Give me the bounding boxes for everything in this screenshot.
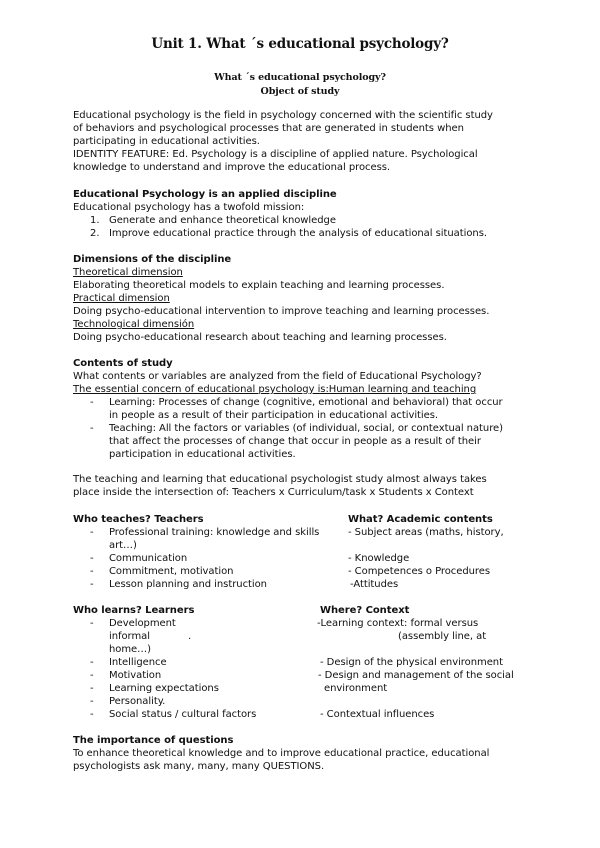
bullet-dash: -: [90, 618, 94, 629]
list-item: Generate and enhance theoretical knowledge: [109, 215, 336, 226]
bullet-dash: -: [90, 553, 94, 564]
teaching-line: participation in educational activities.: [109, 449, 296, 460]
academic-item: - Competences o Procedures: [348, 566, 491, 577]
section-heading-dimensions: Dimensions of the discipline: [73, 254, 232, 265]
bullet-dash: -: [90, 683, 94, 694]
bullet-dash: -: [90, 579, 94, 590]
context-item: -Learning context: formal versus: [317, 618, 479, 629]
subtitle-object: Object of study: [260, 86, 340, 97]
theoretical-text: Elaborating theoretical models to explain teaching and learning processes.: [73, 280, 445, 291]
bullet-dash: -: [90, 397, 94, 408]
learners-item-dot: .: [188, 631, 192, 642]
bullet-dash: -: [90, 527, 94, 538]
learners-item: Personality.: [109, 696, 166, 707]
learning-line: in people as a result of their participation in educational activities.: [109, 410, 439, 421]
practical-text: Doing psycho-educational intervention to improve teaching and learning processes.: [73, 306, 490, 317]
theoretical-label: Theoretical dimension: [73, 267, 183, 278]
list-number: 1.: [90, 215, 100, 226]
context-heading: Where? Context: [320, 605, 410, 616]
bullet-dash: -: [90, 657, 94, 668]
learning-line: Learning: Processes of change (cognitive, emotional and behavioral) that occur: [109, 397, 503, 408]
technological-text: Doing psycho-educational research about teaching and learning processes.: [73, 332, 447, 343]
academic-item: -Attitudes: [350, 579, 399, 590]
list-item: Improve educational practice through the analysis of educational situations.: [109, 228, 487, 239]
context-item: - Design and management of the social: [318, 670, 514, 681]
academic-item: - Knowledge: [348, 553, 410, 564]
context-item: environment: [324, 683, 388, 694]
teachers-item: Professional training: knowledge and skills: [109, 527, 320, 538]
summary-line: The teaching and learning that educational psychologist study almost always takes: [73, 474, 487, 485]
intro-line: IDENTITY FEATURE: Ed. Psychology is a discipline of applied nature. Psychological: [73, 149, 478, 160]
teachers-item: Commitment, motivation: [109, 566, 234, 577]
learners-item: Development: [109, 618, 176, 629]
applied-lead: Educational psychology has a twofold mission:: [73, 202, 305, 213]
bullet-dash: -: [90, 670, 94, 681]
bullet-dash: -: [90, 709, 94, 720]
teachers-heading: Who teaches? Teachers: [73, 514, 204, 525]
page-title: Unit 1. What ´s educational psychology?: [151, 36, 449, 52]
intro-line: Educational psychology is the field in psychology concerned with the scientific study: [73, 110, 493, 121]
learners-item: Learning expectations: [109, 683, 219, 694]
teaching-line: that affect the processes of change that occur in people as a result of their: [109, 436, 481, 447]
summary-line: place inside the intersection of: Teachers x Curriculum/task x Students x Context: [73, 487, 474, 498]
questions-line: psychologists ask many, many, many QUESTIONS.: [73, 761, 325, 772]
questions-line: To enhance theoretical knowledge and to improve educational practice, educational: [73, 748, 490, 759]
section-heading-contents: Contents of study: [73, 358, 173, 369]
bullet-dash: -: [90, 423, 94, 434]
learners-item: Intelligence: [109, 657, 167, 668]
learners-item: home…): [109, 644, 151, 655]
context-item: - Design of the physical environment: [320, 657, 503, 668]
intro-line: knowledge to understand and improve the educational process.: [73, 162, 391, 173]
practical-label: Practical dimension: [73, 293, 170, 304]
teachers-item: Communication: [109, 553, 188, 564]
bullet-dash: -: [90, 696, 94, 707]
list-number: 2.: [90, 228, 100, 239]
academic-item: - Subject areas (maths, history,: [348, 527, 504, 538]
learners-item: informal: [109, 631, 150, 642]
teachers-item: Lesson planning and instruction: [109, 579, 267, 590]
context-item: - Contextual influences: [320, 709, 435, 720]
context-item: (assembly line, at: [398, 631, 487, 642]
learners-heading: Who learns? Learners: [73, 605, 195, 616]
section-heading-questions: The importance of questions: [73, 735, 234, 746]
contents-question: What contents or variables are analyzed from the field of Educational Psychology?: [73, 371, 482, 382]
teachers-item: art…): [109, 540, 137, 551]
technological-label: Technological dimensión: [73, 319, 195, 330]
intro-line: participating in educational activities.: [73, 136, 260, 147]
academic-heading: What? Academic contents: [348, 514, 493, 525]
learners-item: Motivation: [109, 670, 162, 681]
teaching-line: Teaching: All the factors or variables (of individual, social, or contextual nature): [109, 423, 503, 434]
learners-item: Social status / cultural factors: [109, 709, 257, 720]
subtitle: What ´s educational psychology?: [214, 72, 386, 83]
section-heading-applied: Educational Psychology is an applied discipline: [73, 189, 337, 200]
bullet-dash: -: [90, 566, 94, 577]
contents-concern: The essential concern of educational psychology is:Human learning and teaching: [73, 384, 477, 395]
intro-line: of behaviors and psychological processes that are generated in students when: [73, 123, 464, 134]
